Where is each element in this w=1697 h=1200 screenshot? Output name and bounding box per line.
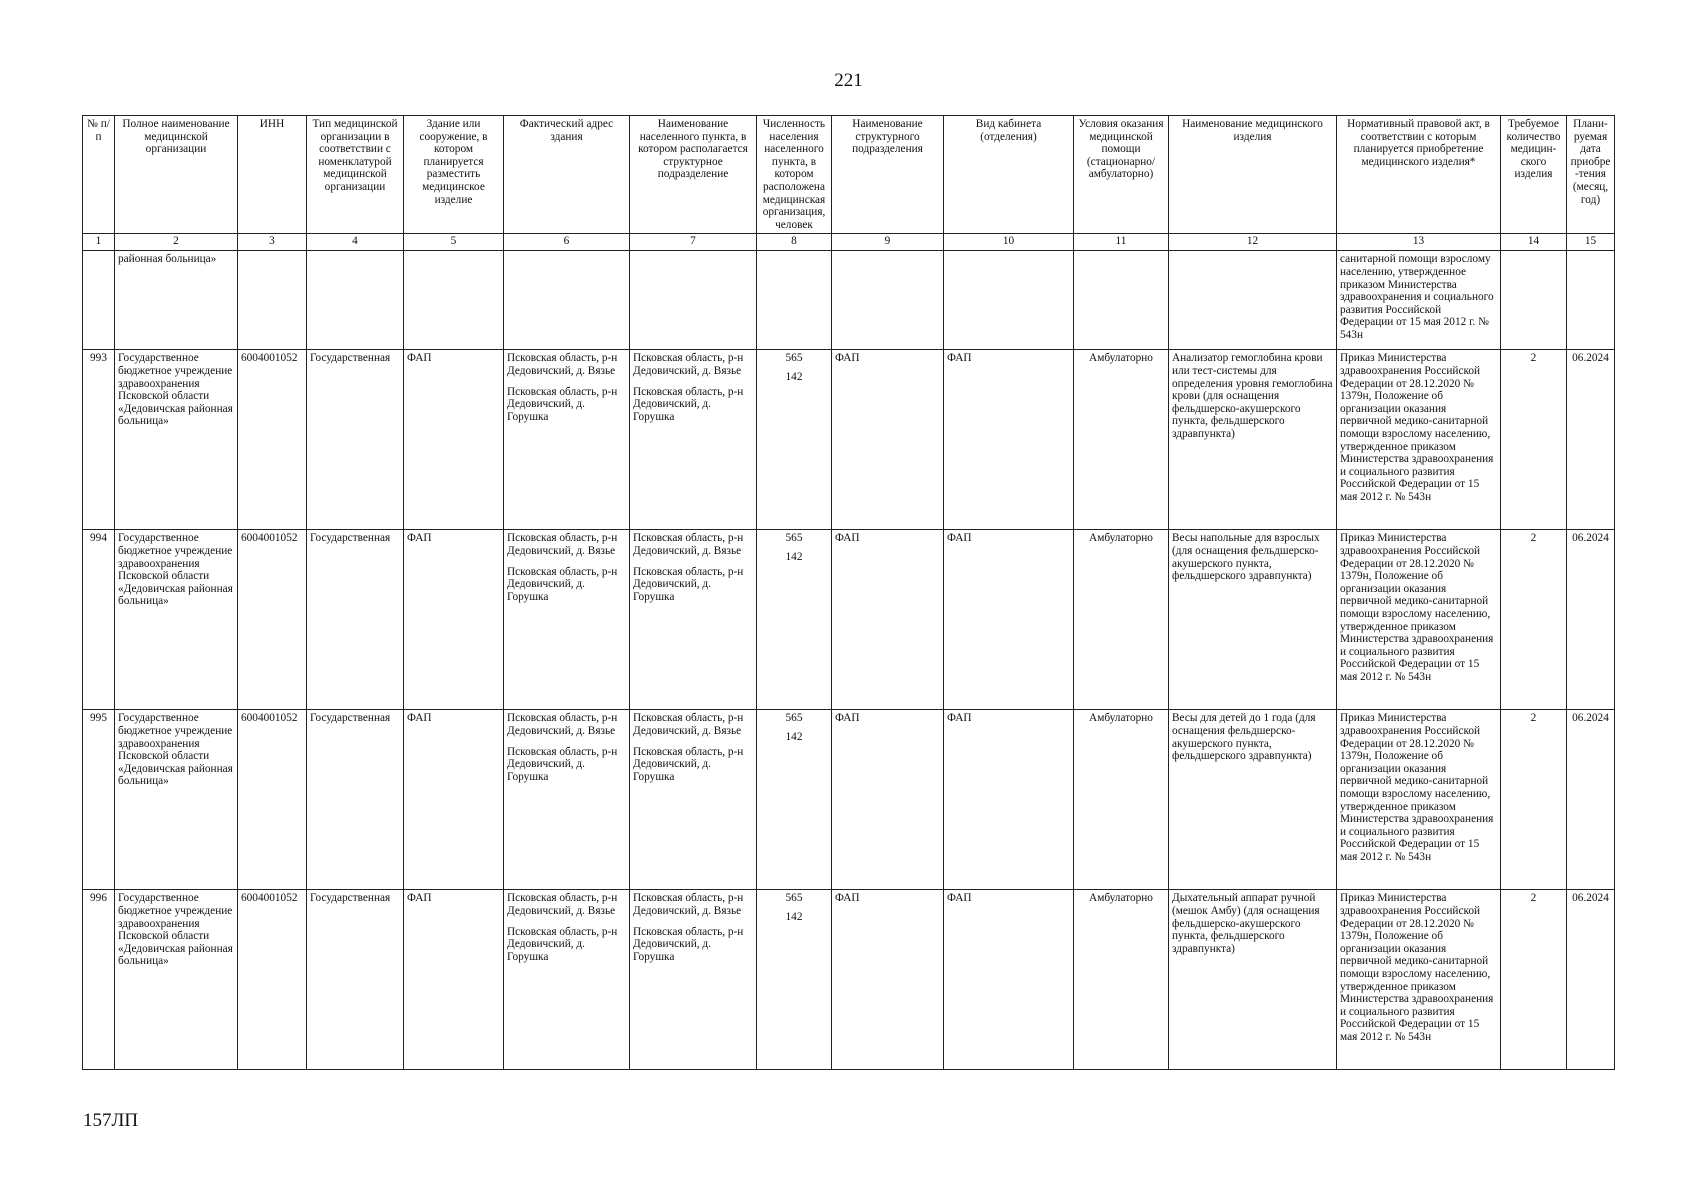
population-cell — [757, 350, 832, 530]
table-row — [83, 350, 1615, 530]
population: 565 — [785, 712, 803, 725]
column-number-row — [83, 234, 1615, 251]
purchase-date: 06.2024 — [1567, 710, 1615, 890]
column-number: 5 — [404, 234, 504, 251]
row-number: 993 — [83, 350, 115, 530]
settlement: Псковская область, р-н Дедовичский, д. Вязье — [633, 892, 744, 917]
purchase-date: 06.2024 — [1567, 530, 1615, 710]
header-cell: № п/п — [83, 116, 115, 234]
column-number: 3 — [238, 234, 307, 251]
settlement: Псковская область, р-н Дедовичский, д. Вязье — [633, 532, 744, 557]
header-cell: Тип медицинской организации в соответствии с номенклатурой медицинской организации — [307, 116, 404, 234]
cabinet-type: ФАП — [944, 890, 1074, 1070]
population: 565 — [785, 352, 803, 365]
header-cell: Полное наименование медицинской организации — [115, 116, 238, 234]
header-row — [83, 116, 1615, 234]
population: 565 — [785, 892, 803, 905]
header-cell: Фактический адрес здания — [504, 116, 630, 234]
population-cell — [757, 890, 832, 1070]
column-number: 1 — [83, 234, 115, 251]
building: ФАП — [404, 710, 504, 890]
address: Псковская область, р-н Дедовичский, д. Горушка — [507, 745, 618, 783]
org-type: Государственная — [307, 710, 404, 890]
care-conditions: Амбулаторно — [1074, 350, 1169, 530]
header-cell: Условия оказания медицинской помощи (стационарно/ амбулаторно) — [1074, 116, 1169, 234]
device-name: Весы для детей до 1 года (для оснащения фельдшерско-акушерского пункта, фельдшерского здравпункта) — [1169, 710, 1337, 890]
population: 142 — [785, 910, 803, 923]
settlement: Псковская область, р-н Дедовичский, д. Вязье — [633, 352, 744, 377]
cabinet-type: ФАП — [944, 710, 1074, 890]
building: ФАП — [404, 350, 504, 530]
header-cell: Наименование медицинского изделия — [1169, 116, 1337, 234]
table-row — [83, 530, 1615, 710]
inn: 6004001052 — [238, 350, 307, 530]
column-number: 11 — [1074, 234, 1169, 251]
address: Псковская область, р-н Дедовичский, д. Вязье — [507, 712, 618, 737]
header-cell: Численность населения населенного пункта, в котором расположена медицинская организация, человек — [757, 116, 832, 234]
header-cell: Нормативный правовой акт, в соответствии с которым планируется приобретение медицинского изделия* — [1337, 116, 1501, 234]
org-name-continued: районная больница» — [115, 251, 238, 350]
population: 142 — [785, 730, 803, 743]
column-number: 15 — [1567, 234, 1615, 251]
quantity: 2 — [1501, 530, 1567, 710]
row-number: 995 — [83, 710, 115, 890]
org-name: Государственное бюджетное учреждение здравоохранения Псковской области «Дедовичская районная больница» — [115, 890, 238, 1070]
continuation-row — [83, 251, 1615, 350]
legal-act: Приказ Министерства здравоохранения Российской Федерации от 28.12.2020 № 1379н, Положение об организации оказания первичной медико-санитарной помощи взрослому населению, утвержденное приказом Министерства здравоохранения и социального развития Российской Федерации от 15 мая 2012 г. № 543н — [1337, 890, 1501, 1070]
address: Псковская область, р-н Дедовичский, д. Вязье — [507, 532, 618, 557]
org-type: Государственная — [307, 530, 404, 710]
quantity: 2 — [1501, 350, 1567, 530]
settlement-cell — [630, 530, 757, 710]
org-type: Государственная — [307, 350, 404, 530]
address: Псковская область, р-н Дедовичский, д. Горушка — [507, 385, 618, 423]
population: 142 — [785, 370, 803, 383]
column-number: 8 — [757, 234, 832, 251]
inn: 6004001052 — [238, 890, 307, 1070]
column-number: 13 — [1337, 234, 1501, 251]
inn: 6004001052 — [238, 530, 307, 710]
purchase-date: 06.2024 — [1567, 890, 1615, 1070]
care-conditions: Амбулаторно — [1074, 530, 1169, 710]
header-cell: Плани-руемая дата приобре-тения (месяц, год) — [1567, 116, 1615, 234]
legal-act: Приказ Министерства здравоохранения Российской Федерации от 28.12.2020 № 1379н, Положение об организации оказания первичной медико-санитарной помощи взрослому населению, утвержденное приказом Министерства здравоохранения и социального развития Российской Федерации от 15 мая 2012 г. № 543н — [1337, 710, 1501, 890]
header-cell: Наименование населенного пункта, в котором располагается структурное подразделение — [630, 116, 757, 234]
address-cell — [504, 350, 630, 530]
footer-code: 157ЛП — [83, 1110, 139, 1131]
medical-devices-table — [82, 115, 1615, 1070]
column-number: 12 — [1169, 234, 1337, 251]
care-conditions: Амбулаторно — [1074, 890, 1169, 1070]
quantity: 2 — [1501, 710, 1567, 890]
inn: 6004001052 — [238, 710, 307, 890]
column-number: 2 — [115, 234, 238, 251]
settlement: Псковская область, р-н Дедовичский, д. Горушка — [633, 925, 744, 963]
settlement: Псковская область, р-н Дедовичский, д. Вязье — [633, 712, 744, 737]
device-name: Весы напольные для взрослых (для оснащения фельдшерско-акушерского пункта, фельдшерского здравпункта) — [1169, 530, 1337, 710]
address: Псковская область, р-н Дедовичский, д. Горушка — [507, 925, 618, 963]
column-number: 7 — [630, 234, 757, 251]
legal-act: Приказ Министерства здравоохранения Российской Федерации от 28.12.2020 № 1379н, Положение об организации оказания первичной медико-санитарной помощи взрослому населению, утвержденное приказом Министерства здравоохранения и социального развития Российской Федерации от 15 мая 2012 г. № 543н — [1337, 530, 1501, 710]
settlement: Псковская область, р-н Дедовичский, д. Горушка — [633, 385, 744, 423]
population-cell — [757, 710, 832, 890]
address-cell — [504, 890, 630, 1070]
care-conditions: Амбулаторно — [1074, 710, 1169, 890]
settlement-cell — [630, 350, 757, 530]
page-number: 221 — [834, 70, 863, 91]
column-number: 4 — [307, 234, 404, 251]
settlement: Псковская область, р-н Дедовичский, д. Горушка — [633, 565, 744, 603]
subdivision: ФАП — [832, 350, 944, 530]
column-number: 10 — [944, 234, 1074, 251]
address: Псковская область, р-н Дедовичский, д. Вязье — [507, 352, 618, 377]
header-cell: Вид кабинета (отделения) — [944, 116, 1074, 234]
column-number: 9 — [832, 234, 944, 251]
settlement-cell — [630, 890, 757, 1070]
address-cell — [504, 530, 630, 710]
device-name: Дыхательный аппарат ручной (мешок Амбу) (для оснащения фельдшерско-акушерского пункта, фельдшерского здравпункта) — [1169, 890, 1337, 1070]
address-cell — [504, 710, 630, 890]
cabinet-type: ФАП — [944, 530, 1074, 710]
population-cell — [757, 530, 832, 710]
building: ФАП — [404, 530, 504, 710]
org-type: Государственная — [307, 890, 404, 1070]
population: 565 — [785, 532, 803, 545]
org-name: Государственное бюджетное учреждение здравоохранения Псковской области «Дедовичская районная больница» — [115, 530, 238, 710]
header-cell: ИНН — [238, 116, 307, 234]
row-number: 994 — [83, 530, 115, 710]
settlement-cell — [630, 710, 757, 890]
purchase-date: 06.2024 — [1567, 350, 1615, 530]
header-cell: Наименование структурного подразделения — [832, 116, 944, 234]
subdivision: ФАП — [832, 890, 944, 1070]
header-cell: Здание или сооружение, в котором планируется разместить медицинское изделие — [404, 116, 504, 234]
table-body — [83, 116, 1615, 1070]
org-name: Государственное бюджетное учреждение здравоохранения Псковской области «Дедовичская районная больница» — [115, 350, 238, 530]
device-name: Анализатор гемоглобина крови или тест-системы для определения уровня гемоглобина крови (для оснащения фельдшерско-акушерского пункта, фельдшерского здравпункта) — [1169, 350, 1337, 530]
legal-act-continued: санитарной помощи взрослому населению, утвержденное приказом Министерства здравоохранения и социального развития Российской Федерации от 15 мая 2012 г. № 543н — [1337, 251, 1501, 350]
cabinet-type: ФАП — [944, 350, 1074, 530]
column-number: 14 — [1501, 234, 1567, 251]
org-name: Государственное бюджетное учреждение здравоохранения Псковской области «Дедовичская районная больница» — [115, 710, 238, 890]
subdivision: ФАП — [832, 530, 944, 710]
address: Псковская область, р-н Дедовичский, д. Горушка — [507, 565, 618, 603]
building: ФАП — [404, 890, 504, 1070]
header-cell: Требуемое количество медицин-ского изделия — [1501, 116, 1567, 234]
address: Псковская область, р-н Дедовичский, д. Вязье — [507, 892, 618, 917]
legal-act: Приказ Министерства здравоохранения Российской Федерации от 28.12.2020 № 1379н, Положение об организации оказания первичной медико-санитарной помощи взрослому населению, утвержденное приказом Министерства здравоохранения и социального развития Российской Федерации от 15 мая 2012 г. № 543н — [1337, 350, 1501, 530]
population: 142 — [785, 550, 803, 563]
subdivision: ФАП — [832, 710, 944, 890]
table-row — [83, 710, 1615, 890]
quantity: 2 — [1501, 890, 1567, 1070]
table-row — [83, 890, 1615, 1070]
column-number: 6 — [504, 234, 630, 251]
row-number: 996 — [83, 890, 115, 1070]
settlement: Псковская область, р-н Дедовичский, д. Горушка — [633, 745, 744, 783]
